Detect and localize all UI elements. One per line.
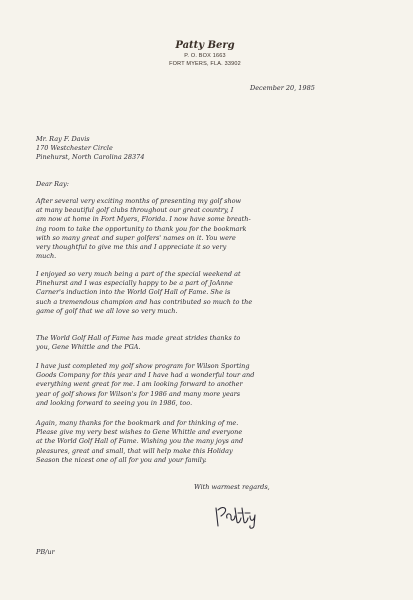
paragraph-line: and looking forward to seeing you in 1986, too.	[36, 398, 193, 407]
paragraph-2	[36, 270, 252, 316]
paragraph-line: am now at home in Fort Myers, Florida. I now have some breath-	[36, 215, 251, 224]
letterhead	[150, 40, 260, 68]
paragraph-line: at many beautiful golf clubs throughout our great country, I	[36, 206, 234, 215]
paragraph-line: pleasures, great and small, that will help make this Holiday	[36, 446, 233, 455]
paragraph-line: Goods Company for this year and I have had a wonderful tour and	[36, 371, 255, 380]
paragraph-1	[36, 197, 251, 261]
paragraph-line: with so many great and super golfers' names on it. You were	[36, 233, 236, 242]
salutation: Dear Ray:	[36, 180, 69, 188]
recipient-address	[36, 135, 144, 163]
paragraph-line: you, Gene Whittle and the PGA.	[36, 343, 141, 352]
recipient-city: Pinehurst, North Carolina 28374	[36, 153, 145, 162]
paragraph-line: year of golf shows for Wilson's for 1986 and many more years	[36, 389, 241, 398]
paragraph-4	[36, 362, 254, 408]
paragraph-line: Again, many thanks for the bookmark and for thinking of me.	[36, 419, 239, 427]
paragraph-line: Pinehurst and I was especially happy to be a part of JoAnne	[36, 279, 233, 288]
paragraph-line: I enjoyed so very much being a part of the special weekend at	[36, 270, 241, 278]
paragraph-line: very thoughtful to give me this and I appreciate it so very	[36, 243, 227, 252]
paragraph-line: everything went great for me. I am looking forward to another	[36, 380, 243, 389]
paragraph-5	[36, 419, 243, 465]
letterhead-name: Patty Berg	[175, 40, 235, 51]
typist-initials: PB/ur	[36, 548, 55, 556]
recipient-name: Mr. Ray F. Davis	[36, 135, 90, 143]
paragraph-line: ing room to take the opportunity to thank you for the bookmark	[36, 224, 247, 233]
letterhead-po-box: P. O. BOX 1663	[184, 53, 226, 59]
recipient-street: 170 Westchester Circle	[36, 144, 113, 153]
letterhead-city: FORT MYERS, FLA. 33902	[169, 61, 241, 67]
paragraph-line: much.	[36, 252, 57, 261]
paragraph-line: such a tremendous champion and has contributed so much to the	[36, 297, 253, 306]
paragraph-line: The World Golf Hall of Fame has made great strides thanks to	[36, 334, 241, 342]
paragraph-line: at the World Golf Hall of Fame. Wishing you the many joys and	[36, 437, 244, 446]
closing: With warmest regards,	[194, 483, 270, 491]
paragraph-line: I have just completed my golf show program for Wilson Sporting	[36, 362, 250, 370]
paragraph-line: After several very exciting months of presenting my golf show	[36, 197, 242, 205]
paragraph-line: Carner's induction into the World Golf Hall of Fame. She is	[36, 288, 231, 297]
paragraph-line: game of golf that we all love so very much.	[36, 306, 178, 315]
paragraph-3	[36, 334, 240, 352]
paragraph-line: Season the nicest one of all for you and your family.	[36, 455, 207, 464]
paragraph-line: Please give my very best wishes to Gene Whittle and everyone	[36, 428, 243, 437]
letter-date: December 20, 1985	[250, 84, 315, 92]
signature-image	[210, 500, 260, 530]
